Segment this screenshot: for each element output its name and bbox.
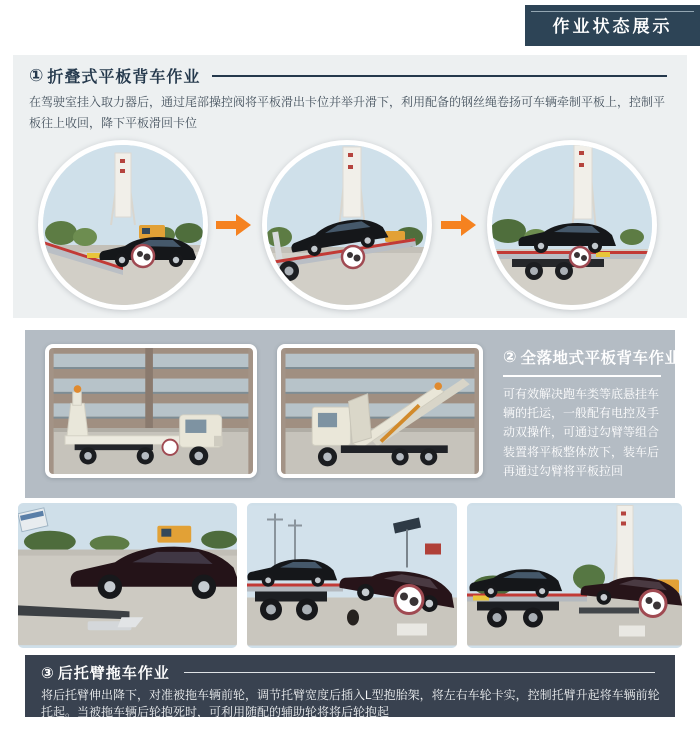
- section2-title-row: [503, 346, 681, 368]
- scene-ramp-lowered: [43, 145, 203, 305]
- header-inner-line: [531, 11, 694, 12]
- photo-towing-with-tower: [467, 503, 682, 648]
- section1-description: 在驾驶室挂入取力器后，通过尾部操控阀将平板滑出卡位并举升滑下，利用配备的钢丝绳卷扬可车辆牵制平板上，控制平板往上收回，降下平板滑回卡位: [29, 95, 666, 130]
- section1-photo-strip: [13, 140, 687, 318]
- photo-step1-ramp-lowered: [38, 140, 208, 310]
- section2-title-rule: [503, 375, 661, 377]
- section3-number-icon: ③: [41, 664, 54, 682]
- scene-tow-tower: [467, 503, 682, 648]
- section2-text-block: [503, 346, 681, 481]
- scene-empty-flatbed: [49, 348, 253, 474]
- section3-title-rule: [184, 672, 655, 673]
- section-folding-flatbed: [13, 55, 687, 318]
- section-rear-tow-arm: [25, 655, 675, 717]
- scene-tow-arm-closeup: [18, 503, 237, 648]
- section1-title-rule: [212, 75, 667, 77]
- next-step-arrow-icon: [441, 214, 477, 236]
- section3-title-row: [41, 662, 661, 683]
- photo-carrying-and-towing: [247, 503, 457, 648]
- section2-number-icon: ②: [503, 349, 517, 366]
- page-title: 作业状态展示: [552, 17, 673, 36]
- photo-step3-car-loaded: [487, 140, 657, 310]
- section-full-drop-flatbed: [25, 330, 681, 498]
- section1-title-row: [13, 55, 687, 87]
- page-header-banner: [525, 5, 700, 46]
- photo-hook-arm-raised: [277, 344, 483, 478]
- scene-carry-tow: [247, 503, 457, 648]
- section1-number-icon: ①: [29, 65, 44, 85]
- scene-loaded-level: [492, 145, 652, 305]
- section2-title: 全落地式平板背车作业: [520, 350, 681, 367]
- photo-flatbed-lowered-empty: [45, 344, 257, 478]
- section3-title: 后托臂拖车作业: [57, 665, 170, 682]
- photo-tow-arm-under-wheel: [18, 503, 237, 648]
- next-step-arrow-icon: [216, 214, 252, 236]
- scene-tilted-bed: [267, 145, 427, 305]
- section3-description: 将后托臂伸出降下，对准被拖车辆前轮，调节托臂宽度后插入L型抱胎架，将左右车轮卡实，控制托臂升起将车辆前轮托起。当被拖车辆后轮抱死时，可利用随配的辅助轮将将后轮抱起: [41, 688, 660, 719]
- scene-hook-arm: [281, 348, 479, 474]
- section2-description: 可有效解决跑车类等底悬挂车辆的托运，一般配有电控及手动双操作，可通过勾臂等组合装置将平板整体放下，装车后再通过勾臂将平板拉回: [503, 387, 660, 478]
- photo-step2-car-on-tilted-bed: [262, 140, 432, 310]
- section1-title: 折叠式平板背车作业: [47, 69, 201, 86]
